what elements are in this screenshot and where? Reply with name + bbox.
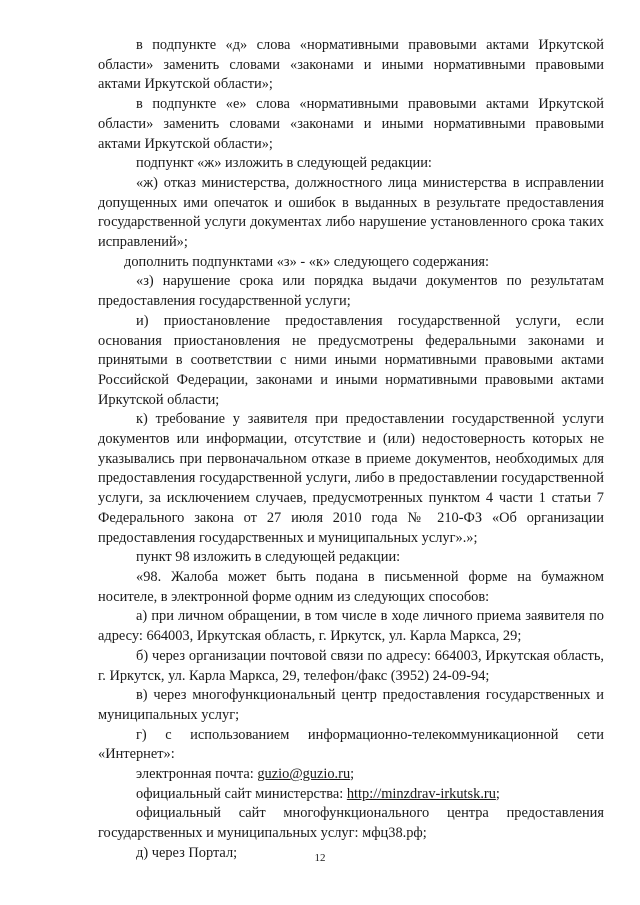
paragraph-subitem-i: и) приостановление предоставления государственной услуги, если основания приостановления не предусмотрены федеральными законами и принятыми в соответствии с ними иными нормативными правовыми актами Российской Федерации, законами и иными нормативными правовыми актами Иркутской области; (98, 312, 604, 408)
paragraph-option-g: г) с использованием информационно-телекоммуникационной сети «Интернет»: (98, 726, 604, 763)
paragraph-subitem-z: «з) нарушение срока или порядка выдачи документов по результатам предоставления государственной услуги; (98, 273, 604, 310)
paragraph-subitem-e: в подпункте «е» слова «нормативными правовыми актами Иркутской области» заменить словами «законами и иными нормативными правовыми актами Иркутской области»; (98, 96, 604, 152)
paragraph-option-d: д) через Портал; (136, 844, 238, 861)
paragraph-ministry-site (98, 785, 604, 805)
paragraph-subitem-zh: «ж) отказ министерства, должностного лица министерства в исправлении допущенных ими опечаток и ошибок в выданных в результате предоставления государственной услуги документах либо нарушение установленного срока таких исправлений»; (98, 174, 604, 251)
paragraph-option-a: а) при личном обращении, в том числе в ходе личного приема заявителя по адресу: 664003, Иркутская область, г. Иркутск, ул. Карла Маркса, 29; (98, 608, 604, 645)
ministry-site-suffix: ; (495, 785, 500, 802)
paragraph-email (98, 765, 604, 785)
paragraph-option-b: б) через организации почтовой связи по адресу: 664003, Иркутская область, г. Иркутск, ул. Карла Маркса, 29, телефон/факс (3952) 24-09-94; (98, 647, 604, 684)
email-suffix: ; (350, 766, 355, 783)
paragraph-item-98: «98. Жалоба может быть подана в письменной форме на бумажном носителе, в электронной форме одним из следующих способов: (98, 568, 604, 605)
paragraph-mfc-site: официальный сайт многофункционального центра предоставления государственных и муниципальных услуг: мфц38.рф; (98, 805, 604, 842)
paragraph-item-98-intro: пункт 98 изложить в следующей редакции: (136, 549, 401, 566)
email-link[interactable]: guzio@guzio.ru (257, 766, 351, 783)
page-number: 12 (314, 852, 326, 864)
paragraph-supplement-intro: дополнить подпунктами «з» - «к» следующего содержания: (124, 253, 490, 270)
paragraph-subitem-k: к) требование у заявителя при предоставлении государственной услуги документов или информации, отсутствие и (или) недостоверность которых не указывались при первоначальном отказе в приеме документов, необходимых для предоставления государственной услуги, либо в предоставлении государственной услуги, за исключением случаев, предусмотренных пунктом 4 части 1 статьи 7 Федерального закона от 27 июля 2010 года № 210-ФЗ «Об организации предоставления государственных и муниципальных услуг».»; (98, 411, 604, 546)
email-label: электронная почта: (136, 766, 258, 783)
ministry-site-label: официальный сайт министерства: (136, 785, 347, 802)
ministry-site-link[interactable]: http://minzdrav-irkutsk.ru (346, 785, 496, 802)
paragraph-subitem-zh-intro: подпункт «ж» изложить в следующей редакции: (136, 155, 432, 172)
paragraph-subitem-d: в подпункте «д» слова «нормативными правовыми актами Иркутской области» заменить словами «законами и иными нормативными правовыми актами Иркутской области»; (98, 37, 604, 93)
paragraph-option-v: в) через многофункциональный центр предоставления государственных и муниципальных услуг; (98, 687, 604, 723)
